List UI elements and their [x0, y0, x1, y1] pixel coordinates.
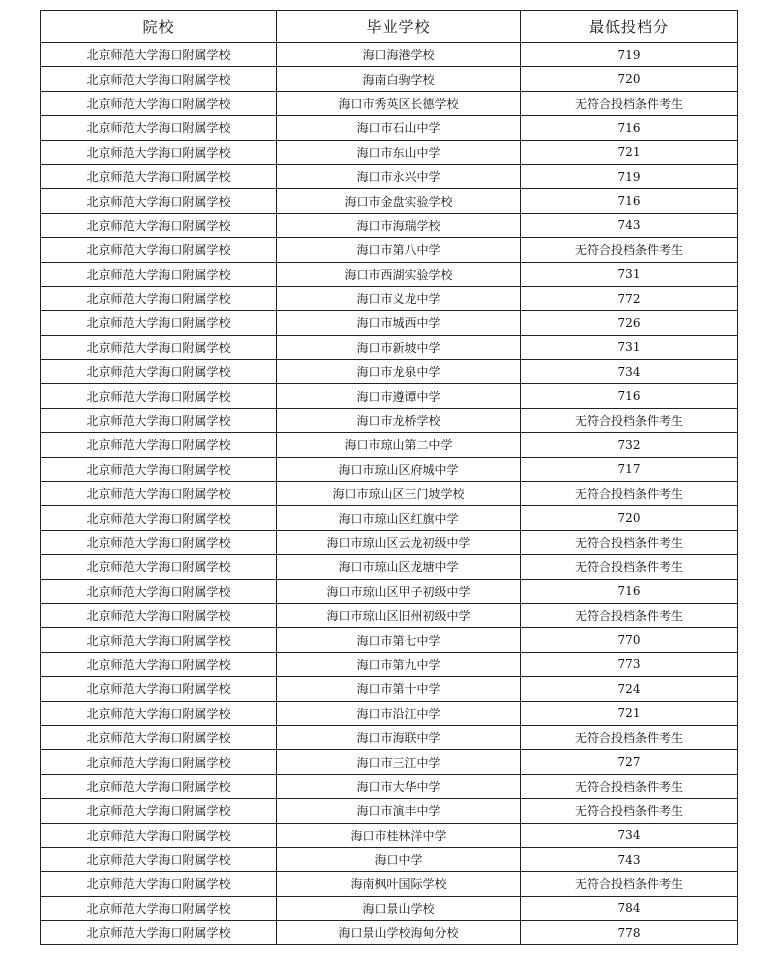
cell-graduating-school: 海口市城西中学	[277, 311, 521, 335]
cell-institution: 北京师范大学海口附属学校	[41, 896, 277, 920]
cell-min-score: 720	[521, 67, 738, 91]
cell-institution: 北京师范大学海口附属学校	[41, 335, 277, 359]
cell-institution: 北京师范大学海口附属学校	[41, 91, 277, 115]
cell-min-score: 732	[521, 433, 738, 457]
table-row	[41, 43, 738, 67]
cell-min-score: 无符合投档条件考生	[521, 91, 738, 115]
cell-graduating-school: 海口景山学校	[277, 896, 521, 920]
table-row	[41, 164, 738, 188]
cell-institution: 北京师范大学海口附属学校	[41, 43, 277, 67]
cell-graduating-school: 海口市桂林洋中学	[277, 823, 521, 847]
cell-graduating-school: 海口市龙泉中学	[277, 360, 521, 384]
table-row	[41, 238, 738, 262]
cell-min-score: 无符合投档条件考生	[521, 238, 738, 262]
cell-min-score: 无符合投档条件考生	[521, 872, 738, 896]
table-row	[41, 262, 738, 286]
cell-graduating-school: 海口市新坡中学	[277, 335, 521, 359]
cell-graduating-school: 海口市第十中学	[277, 677, 521, 701]
table-row	[41, 530, 738, 554]
cell-institution: 北京师范大学海口附属学校	[41, 408, 277, 432]
cell-min-score: 716	[521, 116, 738, 140]
table-row	[41, 67, 738, 91]
cell-graduating-school: 海口市海瑞学校	[277, 213, 521, 237]
cell-min-score: 721	[521, 701, 738, 725]
cell-institution: 北京师范大学海口附属学校	[41, 384, 277, 408]
cell-min-score: 无符合投档条件考生	[521, 603, 738, 627]
cell-min-score: 727	[521, 750, 738, 774]
cell-institution: 北京师范大学海口附属学校	[41, 164, 277, 188]
cell-graduating-school: 海口海港学校	[277, 43, 521, 67]
cell-institution: 北京师范大学海口附属学校	[41, 213, 277, 237]
cell-graduating-school: 海口市琼山区云龙初级中学	[277, 530, 521, 554]
cell-institution: 北京师范大学海口附属学校	[41, 579, 277, 603]
cell-graduating-school: 海口市东山中学	[277, 140, 521, 164]
table-row	[41, 555, 738, 579]
cell-institution: 北京师范大学海口附属学校	[41, 433, 277, 457]
cell-graduating-school: 海口市龙桥学校	[277, 408, 521, 432]
header-row	[41, 11, 738, 43]
cell-min-score: 无符合投档条件考生	[521, 482, 738, 506]
cell-graduating-school: 海口市义龙中学	[277, 286, 521, 310]
table-row	[41, 628, 738, 652]
table-row	[41, 116, 738, 140]
cell-graduating-school: 海口市沿江中学	[277, 701, 521, 725]
cell-institution: 北京师范大学海口附属学校	[41, 140, 277, 164]
cell-institution: 北京师范大学海口附属学校	[41, 506, 277, 530]
table-row	[41, 750, 738, 774]
cell-institution: 北京师范大学海口附属学校	[41, 555, 277, 579]
table-row	[41, 579, 738, 603]
cell-graduating-school: 海口市琼山区龙塘中学	[277, 555, 521, 579]
cell-graduating-school: 海口景山学校海甸分校	[277, 921, 521, 945]
table-row	[41, 823, 738, 847]
table-row	[41, 896, 738, 920]
cell-min-score: 716	[521, 189, 738, 213]
table-row	[41, 286, 738, 310]
cell-institution: 北京师范大学海口附属学校	[41, 603, 277, 627]
cell-min-score: 778	[521, 921, 738, 945]
cell-institution: 北京师范大学海口附属学校	[41, 872, 277, 896]
cell-min-score: 743	[521, 213, 738, 237]
cell-min-score: 731	[521, 262, 738, 286]
cell-institution: 北京师范大学海口附属学校	[41, 652, 277, 676]
cell-min-score: 无符合投档条件考生	[521, 774, 738, 798]
cell-graduating-school: 海口市海联中学	[277, 725, 521, 749]
cell-institution: 北京师范大学海口附属学校	[41, 67, 277, 91]
cell-min-score: 716	[521, 579, 738, 603]
cell-min-score: 724	[521, 677, 738, 701]
cell-min-score: 716	[521, 384, 738, 408]
cell-graduating-school: 海口市石山中学	[277, 116, 521, 140]
table-row	[41, 457, 738, 481]
cell-min-score: 无符合投档条件考生	[521, 408, 738, 432]
cell-institution: 北京师范大学海口附属学校	[41, 262, 277, 286]
table-row	[41, 603, 738, 627]
cell-min-score: 无符合投档条件考生	[521, 530, 738, 554]
cell-graduating-school: 海口市西湖实验学校	[277, 262, 521, 286]
cell-graduating-school: 海口市大华中学	[277, 774, 521, 798]
cell-graduating-school: 海口市秀英区长德学校	[277, 91, 521, 115]
header-graduating-school: 毕业学校	[277, 11, 521, 43]
cell-institution: 北京师范大学海口附属学校	[41, 677, 277, 701]
cell-institution: 北京师范大学海口附属学校	[41, 189, 277, 213]
cell-institution: 北京师范大学海口附属学校	[41, 360, 277, 384]
table-row	[41, 335, 738, 359]
cell-institution: 北京师范大学海口附属学校	[41, 238, 277, 262]
cell-min-score: 721	[521, 140, 738, 164]
cell-institution: 北京师范大学海口附属学校	[41, 482, 277, 506]
cell-min-score: 无符合投档条件考生	[521, 799, 738, 823]
admission-score-table	[40, 10, 738, 945]
cell-min-score: 726	[521, 311, 738, 335]
cell-graduating-school: 海口市琼山区红旗中学	[277, 506, 521, 530]
cell-graduating-school: 海口市三江中学	[277, 750, 521, 774]
table-row	[41, 506, 738, 530]
cell-min-score: 无符合投档条件考生	[521, 555, 738, 579]
cell-min-score: 717	[521, 457, 738, 481]
table-row	[41, 701, 738, 725]
cell-institution: 北京师范大学海口附属学校	[41, 799, 277, 823]
cell-graduating-school: 海口市第八中学	[277, 238, 521, 262]
cell-graduating-school: 海口市琼山第二中学	[277, 433, 521, 457]
cell-institution: 北京师范大学海口附属学校	[41, 457, 277, 481]
table-row	[41, 189, 738, 213]
table-row	[41, 140, 738, 164]
cell-institution: 北京师范大学海口附属学校	[41, 921, 277, 945]
cell-institution: 北京师范大学海口附属学校	[41, 116, 277, 140]
cell-institution: 北京师范大学海口附属学校	[41, 750, 277, 774]
cell-institution: 北京师范大学海口附属学校	[41, 530, 277, 554]
cell-graduating-school: 海南白驹学校	[277, 67, 521, 91]
table-row	[41, 921, 738, 945]
cell-graduating-school: 海口中学	[277, 847, 521, 871]
cell-institution: 北京师范大学海口附属学校	[41, 823, 277, 847]
table-row	[41, 799, 738, 823]
table-row	[41, 872, 738, 896]
table-row	[41, 482, 738, 506]
cell-graduating-school: 海口市演丰中学	[277, 799, 521, 823]
cell-min-score: 743	[521, 847, 738, 871]
table-row	[41, 360, 738, 384]
cell-min-score: 784	[521, 896, 738, 920]
cell-graduating-school: 海口市第七中学	[277, 628, 521, 652]
table-header	[41, 11, 738, 43]
cell-graduating-school: 海口市金盘实验学校	[277, 189, 521, 213]
cell-institution: 北京师范大学海口附属学校	[41, 725, 277, 749]
table-row	[41, 213, 738, 237]
cell-graduating-school: 海口市永兴中学	[277, 164, 521, 188]
table-row	[41, 433, 738, 457]
cell-institution: 北京师范大学海口附属学校	[41, 286, 277, 310]
cell-graduating-school: 海口市遵谭中学	[277, 384, 521, 408]
cell-graduating-school: 海口市琼山区旧州初级中学	[277, 603, 521, 627]
cell-graduating-school: 海口市琼山区府城中学	[277, 457, 521, 481]
cell-institution: 北京师范大学海口附属学校	[41, 774, 277, 798]
header-min-score: 最低投档分	[521, 11, 738, 43]
cell-min-score: 772	[521, 286, 738, 310]
table-row	[41, 725, 738, 749]
cell-min-score: 734	[521, 360, 738, 384]
cell-min-score: 770	[521, 628, 738, 652]
cell-institution: 北京师范大学海口附属学校	[41, 701, 277, 725]
cell-institution: 北京师范大学海口附属学校	[41, 628, 277, 652]
cell-graduating-school: 海口市琼山区三门坡学校	[277, 482, 521, 506]
cell-min-score: 无符合投档条件考生	[521, 725, 738, 749]
table-row	[41, 677, 738, 701]
cell-graduating-school: 海口市琼山区甲子初级中学	[277, 579, 521, 603]
table-row	[41, 91, 738, 115]
cell-min-score: 719	[521, 164, 738, 188]
cell-min-score: 719	[521, 43, 738, 67]
cell-min-score: 773	[521, 652, 738, 676]
table-row	[41, 408, 738, 432]
table-row	[41, 384, 738, 408]
cell-graduating-school: 海口市第九中学	[277, 652, 521, 676]
table-row	[41, 311, 738, 335]
cell-min-score: 734	[521, 823, 738, 847]
table-row	[41, 847, 738, 871]
cell-min-score: 731	[521, 335, 738, 359]
cell-graduating-school: 海南枫叶国际学校	[277, 872, 521, 896]
table-row	[41, 652, 738, 676]
table-body	[41, 43, 738, 945]
header-institution: 院校	[41, 11, 277, 43]
table-row	[41, 774, 738, 798]
cell-institution: 北京师范大学海口附属学校	[41, 847, 277, 871]
cell-min-score: 720	[521, 506, 738, 530]
cell-institution: 北京师范大学海口附属学校	[41, 311, 277, 335]
